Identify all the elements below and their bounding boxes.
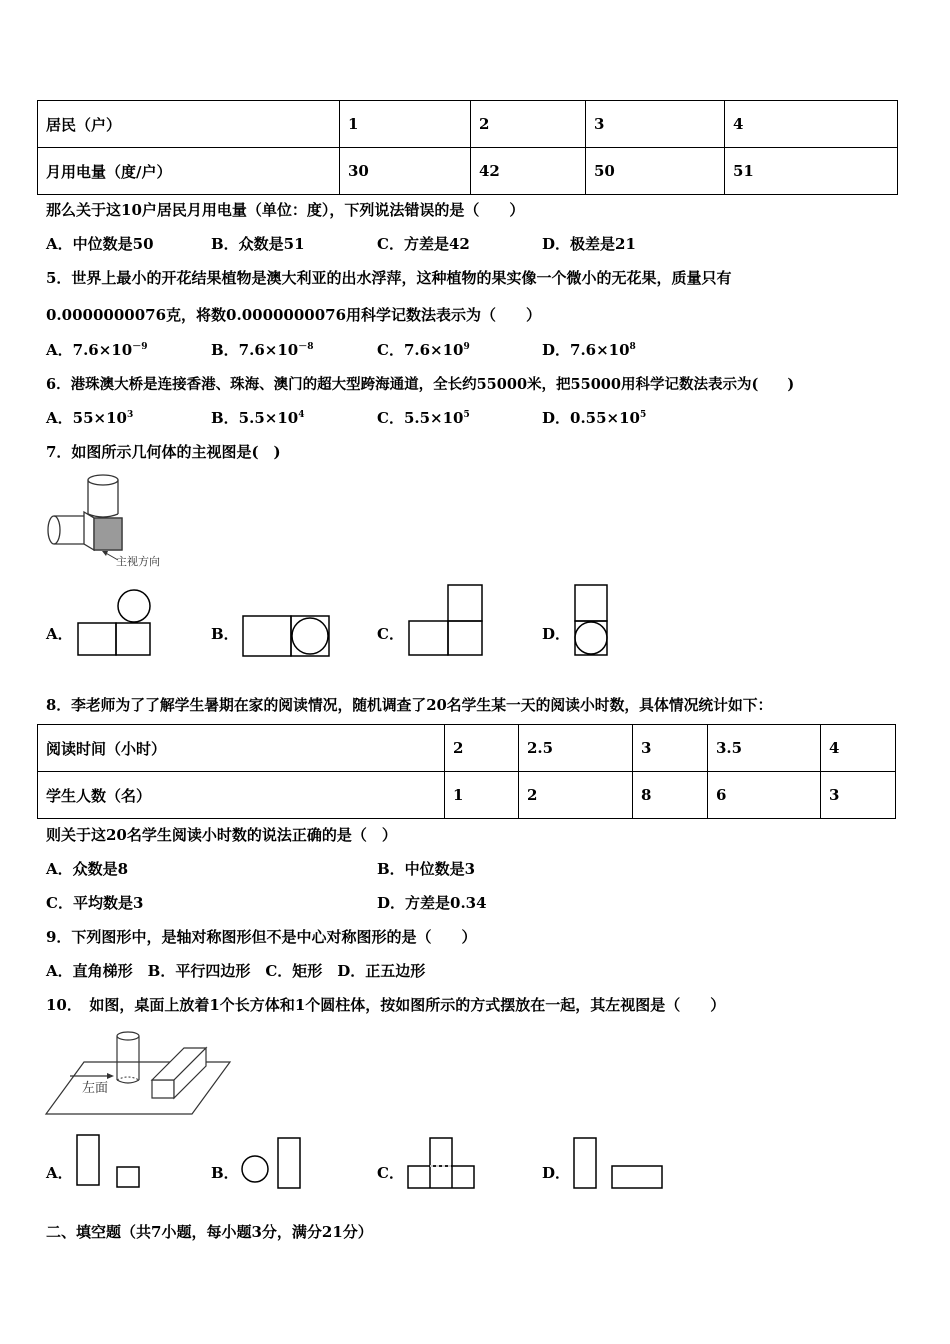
table-cell: 4 [725, 101, 898, 148]
q5-option-b: B．$7.6\times 10^{-8}$ [211, 341, 314, 359]
q8-stem: 8．李老师为了了解学生暑期在家的阅读情况，随机调查了20名学生某一天的阅读小时数，具体情况统计如下： [46, 697, 773, 714]
table-cell: 3 [586, 101, 725, 148]
q7-option-c-figure [407, 583, 487, 659]
q10-option-a-figure [75, 1133, 145, 1191]
table-cell: 2 [471, 101, 586, 148]
table-cell: 2 [445, 725, 519, 772]
q10-option-c-figure [406, 1136, 478, 1192]
q8-option-c: C．平均数是3 [46, 894, 144, 912]
table-cell: 2.5 [519, 725, 633, 772]
q10-option-a-letter: A． [46, 1164, 73, 1182]
table-cell: 居民（户） [38, 101, 340, 148]
q7-option-d-figure [573, 583, 613, 659]
q8-table [37, 724, 896, 819]
table-row [38, 772, 896, 819]
q7-stem: 7．如图所示几何体的主视图是( ) [46, 443, 281, 461]
section-2-heading: 二、填空题（共7小题，每小题3分，满分21分） [46, 1223, 373, 1241]
table-row [38, 148, 898, 195]
table-cell: 3.5 [708, 725, 821, 772]
q5-stem-line2: 0.0000000076克，将数0.0000000076用科学记数法表示为（ ） [46, 306, 542, 324]
table-cell: 阅读时间（小时） [38, 725, 445, 772]
table-cell: 学生人数（名） [38, 772, 445, 819]
q4-option-d: D．极差是21 [542, 235, 636, 253]
q10-stem: 10． 如图，桌面上放着1个长方体和1个圆柱体，按如图所示的方式摆放在一起，其左视图是（ ） [46, 996, 726, 1014]
q9-stem: 9．下列图形中，是轴对称图形但不是中心对称图形的是（ ） [46, 928, 477, 946]
table-cell: 1 [445, 772, 519, 819]
q8-follow: 则关于这20名学生阅读小时数的说法正确的是（ ） [46, 826, 397, 844]
q4-option-b: B．众数是51 [211, 235, 305, 253]
q8-option-b: B．中位数是3 [377, 860, 476, 878]
table-cell: 51 [725, 148, 898, 195]
q7-option-b-figure [241, 614, 333, 658]
q9-options: A．直角梯形 B．平行四边形 C．矩形 D．正五边形 [46, 962, 426, 980]
q7-option-b-letter: B． [211, 625, 239, 643]
q4-stem: 那么关于这10户居民月用电量（单位：度），下列说法错误的是（ ） [46, 201, 525, 219]
table-cell: 4 [821, 725, 896, 772]
table-cell: 1 [340, 101, 471, 148]
q8-option-d: D．方差是0.34 [377, 894, 487, 912]
table-cell: 3 [633, 725, 708, 772]
q7-option-a-letter: A． [46, 625, 73, 643]
q4-option-a: A．中位数是50 [46, 235, 154, 253]
table-cell: 8 [633, 772, 708, 819]
table-cell: 月用电量（度/户） [38, 148, 340, 195]
q10-option-b-figure [240, 1136, 306, 1192]
q7-option-c-letter: C． [377, 625, 404, 643]
q10-option-d-letter: D． [542, 1164, 571, 1182]
table-cell: 6 [708, 772, 821, 819]
q6-option-c: C．$5.5\times 10^5$ [377, 409, 470, 427]
table-row [38, 725, 896, 772]
q8-option-a: A．众数是8 [46, 860, 129, 878]
q5-option-a: A．$7.6\times 10^{-9}$ [46, 341, 148, 359]
q6-option-a: A．$55\times 10^3$ [46, 409, 134, 427]
q10-option-c-letter: C． [377, 1164, 404, 1182]
q7-option-d-letter: D． [542, 625, 571, 643]
table-cell: 30 [340, 148, 471, 195]
q5-option-d: D．$7.6\times 10^8$ [542, 341, 636, 359]
q10-option-d-figure [572, 1136, 666, 1192]
table-cell: 3 [821, 772, 896, 819]
q5-option-c: C．$7.6\times 10^9$ [377, 341, 470, 359]
q10-option-b-letter: B． [211, 1164, 239, 1182]
table-cell: 2 [519, 772, 633, 819]
q10-solid-figure [44, 1028, 236, 1120]
table-cell: 42 [471, 148, 586, 195]
q5-stem-line1: 5．世界上最小的开花结果植物是澳大利亚的出水浮萍，这种植物的果实像一个微小的无花果，质量只有 [46, 269, 732, 287]
q10-figure-label: 左面 [82, 1081, 109, 1096]
q6-option-b: B．$5.5\times 10^4$ [211, 409, 305, 427]
q7-figure-label: 主视方向 [116, 555, 160, 568]
q6-stem: 6．港珠澳大桥是连接香港、珠海、澳门的超大型跨海通道，全长约55000米，把55000用科学记数法表示为( ) [46, 376, 795, 393]
table-row [38, 101, 898, 148]
q7-option-a-figure [76, 589, 156, 659]
q6-option-d: D．$0.55\times 10^5$ [542, 409, 647, 427]
q4-option-c: C．方差是42 [377, 235, 470, 253]
table-cell: 50 [586, 148, 725, 195]
q4-table [37, 100, 898, 195]
